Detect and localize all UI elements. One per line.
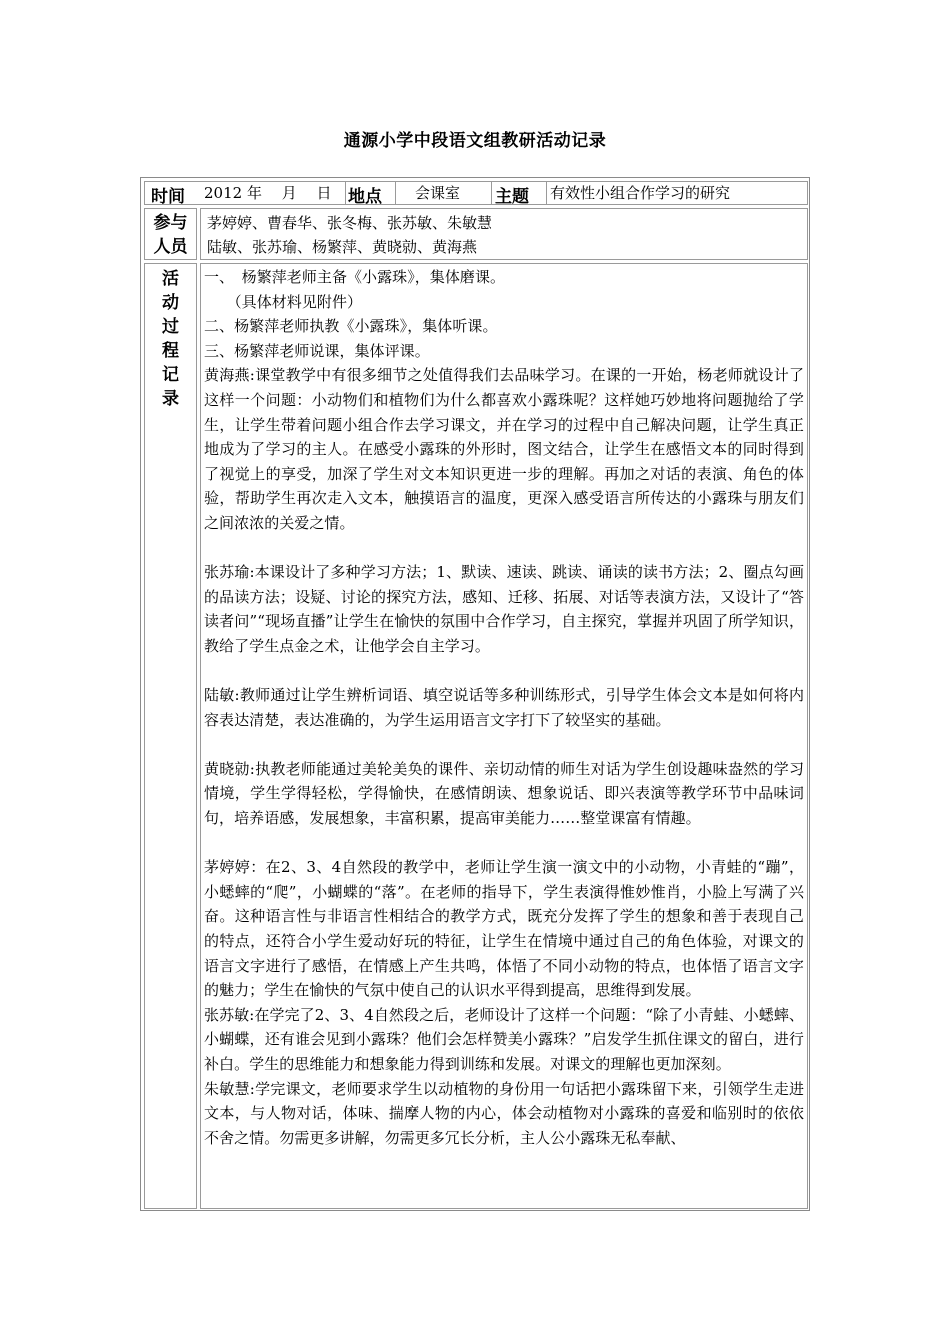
comment-paragraph: 张苏瑜:本课设计了多种学习方法；1、默读、速读、跳读、诵读的读书方法；2、圈点勾画的品读方法；设疑、讨论的探究方法，感知、迁移、拓展、对话等表演方法，又设计了“答读者问”“现场直播”让学生在愉快的氛围中合作学习，自主探究，掌握并巩固了所学知识，教给了学生点金之术，让他学会自主学习。 bbox=[204, 563, 804, 655]
spacer bbox=[204, 732, 804, 757]
agenda-item: 二、杨繁萍老师执教《小露珠》，集体听课。 bbox=[204, 317, 498, 336]
agenda-item: （具体材料见附件） bbox=[204, 292, 363, 311]
comment-paragraph: 朱敏慧:学完课文，老师要求学生以动植物的身份用一句话把小露珠留下来，引领学生走进文本，与人物对话，体味、揣摩人物的内心，体会动植物对小露珠的喜爱和临别时的依依不舍之情。勿需更多讲解，勿需更多冗长分析，主人公小露珠无私奉献、 bbox=[204, 1079, 804, 1147]
time-value: 2012 年 月 日 bbox=[204, 184, 332, 202]
spacer bbox=[204, 659, 804, 684]
record-label-char: 活 bbox=[162, 269, 179, 289]
agenda-item: 一、 杨繁萍老师主备《小露珠》，集体磨课。 bbox=[204, 268, 506, 286]
comment-paragraph: 张苏敏:在学完了2、3、4自然段之后，老师设计了这样一个问题：“除了小青蛙、小蟋蟀、小蝴蝶，还有谁会见到小露珠？他们会怎样赞美小露珠？”启发学生抓住课文的留白，进行补白。学生的思维能力和想象能力得到训练和发展。对课文的理解也更加深刻。 bbox=[204, 1005, 804, 1073]
page-title: 通源小学中段语文组教研活动记录 bbox=[343, 131, 607, 151]
record-label bbox=[144, 263, 197, 1209]
record-label-char: 程 bbox=[162, 341, 179, 361]
topic-value: 有效性小组合作学习的研究 bbox=[550, 184, 731, 202]
comment-paragraph: 陆敏:教师通过让学生辨析词语、填空说话等多种训练形式，引导学生体会文本是如何将内容表达清楚，表达准确的，为学生运用语言文字打下了较坚实的基础。 bbox=[204, 686, 804, 729]
divider bbox=[345, 182, 346, 204]
participants-label-line: 参与 bbox=[153, 213, 188, 233]
record-label-char: 动 bbox=[162, 293, 179, 313]
participants-label-line: 人员 bbox=[153, 237, 188, 257]
divider bbox=[491, 182, 492, 204]
comment-paragraph: 黄海燕:课堂教学中有很多细节之处值得我们去品味学习。在课的一开始，杨老师就设计了这样一个问题：小动物们和植物们为什么都喜欢小露珠呢？这样她巧妙地将问题抛给了学生，让学生带着问题小组合作去学习课文，并在学习的过程中自己解决问题，让学生真正地成为了学习的主人。在感受小露珠的外形时，图文结合，让学生在感悟文本的同时得到了视觉上的享受，加深了学生对文本知识更进一步的理解。再加之对话的表演、角色的体验，帮助学生再次走入文本，触摸语言的温度，更深入感受语言所传达的小露珠与朋友们之间浓浓的关爱之情。 bbox=[204, 366, 804, 532]
divider bbox=[395, 182, 396, 204]
comment-paragraph: 茅婷婷：在2、3、4自然段的教学中，老师让学生演一演文中的小动物，小青蛙的“蹦”，小蟋蟀的“爬”，小蝴蝶的“落”。在老师的指导下，学生表演得惟妙惟肖，小脸上写满了兴奋。这种语言性与非语言性相结合的教学方式，既充分发挥了学生的想象和善于表现自己的特点，还符合小学生爱动好玩的特征，让学生在情境中通过自己的角色体验，对课文的语言文字进行了感悟，在情感上产生共鸣，体悟了不同小动物的特点，也体悟了语言文字的魅力；学生在愉快的气氛中使自己的认识水平得到提高，思维得到发展。 bbox=[204, 858, 804, 1000]
participants-label bbox=[144, 208, 197, 260]
record-label-char: 录 bbox=[162, 389, 179, 409]
spacer bbox=[204, 536, 804, 561]
agenda-item: 三、杨繁萍老师说课，集体评课。 bbox=[204, 341, 430, 360]
comment-paragraph: 黄晓勍:执教老师能通过美轮美奂的课件、亲切动情的师生对话为学生创设趣味盎然的学习情境，学生学得轻松，学得愉快，在感情朗读、想象说话、即兴表演等教学环节中品味词句，培养语感，发展想象，丰富积累，提高审美能力……整堂课富有情趣。 bbox=[204, 759, 804, 828]
place-value: 会课室 bbox=[415, 184, 461, 202]
topic-label: 主题 bbox=[495, 187, 529, 205]
record-label-char: 记 bbox=[162, 365, 179, 385]
header-row bbox=[144, 181, 808, 205]
divider bbox=[546, 182, 547, 204]
record-label-char: 过 bbox=[162, 317, 179, 337]
participants-list bbox=[200, 208, 808, 260]
spacer bbox=[204, 831, 804, 856]
place-label: 地点 bbox=[348, 187, 382, 205]
time-label: 时间 bbox=[151, 187, 185, 205]
record-content bbox=[200, 263, 808, 1209]
record-table bbox=[140, 177, 810, 1211]
participants-line: 陆敏、张苏瑜、杨繁萍、黄晓勍、黄海燕 bbox=[207, 238, 478, 256]
participants-line: 茅婷婷、曹春华、张冬梅、张苏敏、朱敏慧 bbox=[207, 214, 493, 232]
